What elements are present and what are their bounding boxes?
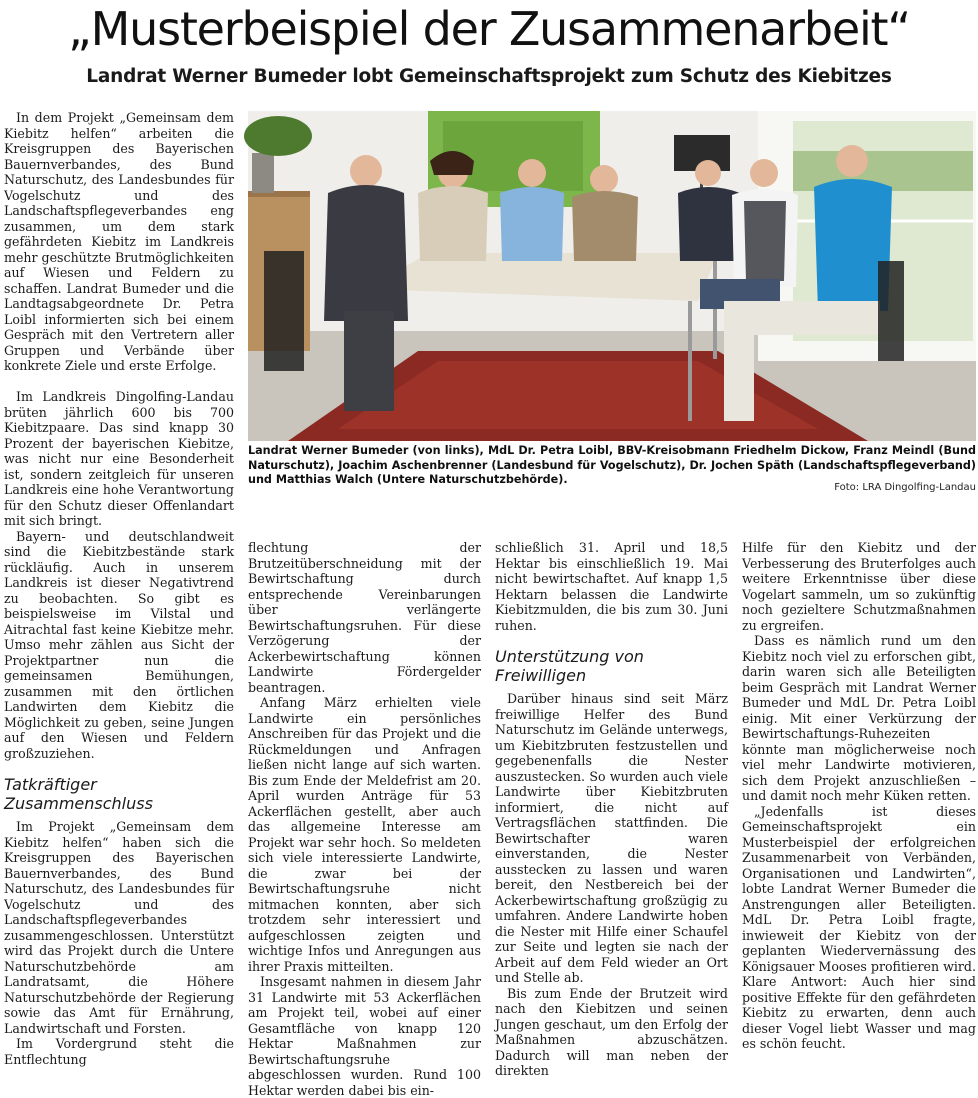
paragraph: Hilfe für den Kiebitz und der Verbesserung des Bruterfolges auch weitere Erkenntnisse über diese Vogelart sammeln, um so zukünftig noch gezieltere Schutzmaßnahmen zu ergreifen.: [742, 540, 976, 633]
paragraph: Darüber hinaus sind seit März freiwillige Helfer des Bund Naturschutz im Gelände unterwegs, um Kiebitzbruten festzustellen und gegebenenfalls die Nester auszustecken. So wurden auch viele Landwirte über Kiebitzbruten informiert, die nicht auf Vertragsflächen stattfinden. Die Bewirtschafter waren einverstanden, die Nester ausstecken zu lassen und waren bereit, den Nestbereich bei der Ackerbewirtschaftung großzügig zu umfahren. Andere Landwirte hoben die Nester mit Hilfe einer Schaufel zur Seite und legten sie nach der Arbeit auf dem Feld wieder an Ort und Stelle ab.: [495, 691, 728, 985]
article-column-1: [4, 110, 234, 1067]
article-column-4: [742, 540, 976, 1051]
paragraph: Im Landkreis Dingolfing-Landau brüten jährlich 600 bis 700 Kiebitzpaare. Das sind knapp 30 Prozent der bayerischen Kiebitze, was nicht nur eine Besonderheit ist, sondern zeitgleich für unseren Landkreis eine hohe Verantwortung für den Schutz dieser Offenlandart mit sich bringt.: [4, 389, 234, 528]
paragraph: Bayern- und deutschlandweit sind die Kiebitzbestände stark rückläufig. Auch in unserem Landkreis ist dieser Negativtrend zu beobachten. So gibt es beispielsweise im Vilstal und Aitrachtal fast keine Kiebitze mehr. Umso mehr zählen aus Sicht der Projektpartner nun die gemeinsamen Bemühungen, zusammen mit den örtlichen Landwirten dem Kiebitz die Möglichkeit zu geben, seine Jungen auf den Wiesen und Feldern großzuziehen.: [4, 528, 234, 761]
article-column-2: [248, 540, 481, 1098]
section-heading: Unterstützung von Freiwilligen: [495, 647, 644, 685]
meeting-photo-illustration: [248, 111, 976, 441]
paragraph: Dass es nämlich rund um den Kiebitz noch viel zu erforschen gibt, darin waren sich alle Beteiligten beim Gespräch mit Landrat Werner Bumeder und MdL Dr. Petra Loibl einig. Mit einer Verkürzung der Bewirtschaftungs-Ruhezeiten könnte man möglicherweise noch viel mehr Landwirte motivieren, sich dem Projekt anzuschließen – und damit noch mehr Küken retten.: [742, 633, 976, 803]
paragraph: In dem Projekt „Gemeinsam dem Kiebitz helfen“ arbeiten die Kreisgruppen des Bayerischen Bauernverbandes, des Bund Naturschutz, des Landesbundes für Vogelschutz und des Landschaftspflegeverbandes eng zusammen, um dem stark gefährdeten Kiebitz im Landkreis mehr geschützte Brutmöglichkeiten auf Wiesen und Feldern zu schaffen. Landrat Bumeder und die Landtagsabgeordnete Dr. Petra Loibl informierten sich bei einem Gespräch mit den Vertretern aller Gruppen und Verbände über konkrete Ziele und erste Erfolge.: [4, 110, 234, 373]
paragraph: Anfang März erhielten viele Landwirte ein persönliches Anschreiben für das Projekt und die Rückmeldungen und Anfragen ließen nicht lange auf sich warten. Bis zum Ende der Meldefrist am 20. April wurden Anträge für 53 Ackerflächen gestellt, aber auch das allgemeine Interesse am Projekt war sehr hoch. So meldeten sich viele interessierte Landwirte, die zwar bei der Bewirtschaftungsruhe nicht mitmachen konnten, aber sich trotzdem sehr interessiert und aufgeschlossen zeigten und wichtige Infos und Anregungen aus ihrer Praxis mitteilten.: [248, 695, 481, 974]
article-column-3: [495, 540, 728, 1078]
paragraph: Im Vordergrund steht die Entflechtung: [4, 1036, 234, 1067]
paragraph: Im Projekt „Gemeinsam dem Kiebitz helfen“ haben sich die Kreisgruppen des Bayerischen Bauernverbandes, des Bund Naturschutz, des Landesbundes für Vogelschutz und des Landschaftspflegeverbandes zusammengeschlossen. Unterstützt wird das Projekt durch die Untere Naturschutzbehörde am Landratsamt, die Höhere Naturschutzbehörde der Regierung sowie das Amt für Ernährung, Landwirtschaft und Forsten.: [4, 819, 234, 1036]
photo-credit: Foto: LRA Dingolfing-Landau: [834, 482, 976, 493]
paragraph: flechtung der Brutzeitüberschneidung mit der Bewirtschaftung durch entsprechende Vereinbarungen über verlängerte Bewirtschaftungsruhen. Für diese Verzögerung der Ackerbewirtschaftung können Landwirte Fördergelder beantragen.: [248, 540, 481, 695]
paragraph: Bis zum Ende der Brutzeit wird nach den Kiebitzen und seinen Jungen geschaut, um den Erfolg der Maßnahmen abzuschätzen. Dadurch will man neben der direkten: [495, 985, 728, 1078]
paragraph: „Jedenfalls ist dieses Gemeinschaftsprojekt ein Musterbeispiel der erfolgreichen Zusammenarbeit von Verbänden, Organisationen und Landwirten“, lobte Landrat Werner Bumeder die Anstrengungen aller Beteiligten. MdL Dr. Petra Loibl fragte, inwieweit der Kiebitz von der geplanten Wiedervernässung des Königsauer Mooses profitieren wird. Klare Antwort: Auch hier sind positive Effekte für den gefährdeten Kiebitz zu erwarten, denn auch dieser Vogel liebt Wasser und mag es schön feucht.: [742, 803, 976, 1051]
paragraph: Insgesamt nahmen in diesem Jahr 31 Landwirte mit 53 Ackerflächen am Projekt teil, wobei auf einer Gesamtfläche von knapp 120 Hektar Maßnahmen zur Bewirtschaftungsruhe abgeschlossen wurden. Rund 100 Hektar werden dabei bis ein-: [248, 974, 481, 1098]
paragraph: schließlich 31. April und 18,5 Hektar bis einschließlich 19. Mai nicht bewirtschaftet. Auf knapp 1,5 Hektarn belassen die Landwirte Kiebitzmulden, die bis zum 30. Juni ruhen.: [495, 540, 728, 633]
section-heading: Tatkräftiger Zusammenschluss: [4, 775, 153, 813]
subheadline: Landrat Werner Bumeder lobt Gemeinschaftsprojekt zum Schutz des Kiebitzes: [86, 66, 892, 87]
headline: „Musterbeispiel der Zusammenarbeit“: [68, 2, 910, 56]
group-photo: [248, 111, 976, 441]
photo-caption: Landrat Werner Bumeder (von links), MdL Dr. Petra Loibl, BBV-Kreisobmann Friedhelm Dickow, Franz Meindl (Bund Naturschutz), Joachim Aschenbrenner (Landesbund für Vogelschutz), Dr. Jochen Späth (Landschaftspflegeverband) und Matthias Walch (Untere Naturschutzbehörde).: [248, 444, 976, 486]
